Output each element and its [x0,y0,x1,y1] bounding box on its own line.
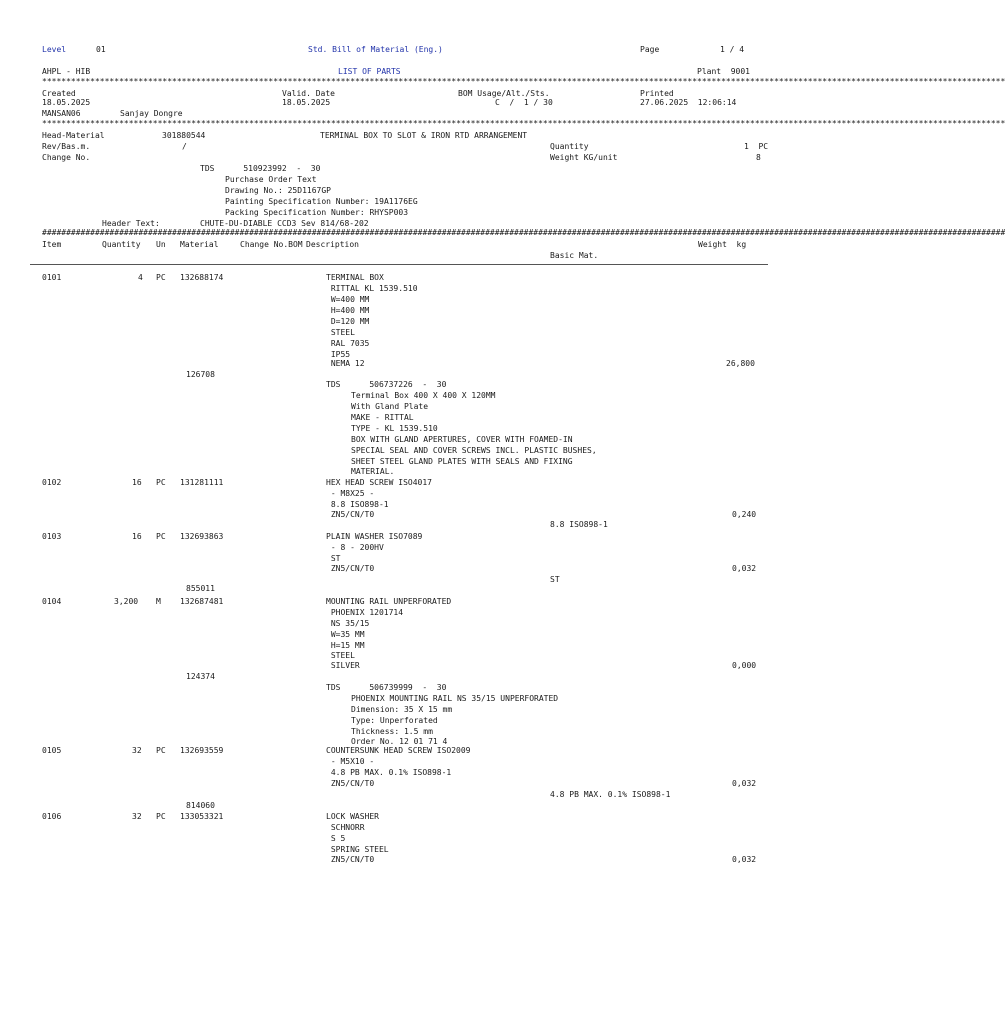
item-description: SCHNORR [326,823,365,832]
col-basic-mat: Basic Mat. [550,251,599,260]
item-sub-code: 124374 [186,672,215,681]
item-description: 8.8 ISO898-1 [326,500,389,509]
item-unit: M [156,597,161,606]
rev-value: / [182,142,187,151]
tds-line: TYPE - KL 1539.510 [351,424,438,433]
report-subtitle: LIST OF PARTS [338,67,401,76]
item-number: 0106 [42,812,62,821]
head-material-value: 301880544 [162,131,206,140]
tds-line: Order No. 12 01 71 4 [351,737,448,746]
col-weight: Weight kg [698,240,747,249]
item-material: 132688174 [180,273,224,282]
tds-line: BOX WITH GLAND APERTURES, COVER WITH FOAMED-IN [351,435,573,444]
created-user: MANSAN06 [42,109,81,118]
item-weight: 0,032 [732,779,757,788]
printed-value: 27.06.2025 12:06:14 [640,98,737,107]
item-tds: TDS 506737226 - 30 [326,380,447,389]
item-quantity: 4 [138,273,143,282]
separator-hashes: ######################################################################################################################################################################################################## [42,228,1005,237]
tds-line: Packing Specification Number: RHYSP003 [225,208,409,217]
tds-line: Dimension: 35 X 15 mm [351,705,453,714]
item-number: 0105 [42,746,62,755]
tds-line: Painting Specification Number: 19A1176EG [225,197,418,206]
item-quantity: 3,200 [114,597,139,606]
header-text-value: CHUTE-DU-DIABLE CCD3 Sev 814/68-202 [200,219,369,228]
item-description: - M8X25 - [326,489,375,498]
item-description: - 8 - 200HV [326,543,384,552]
item-description: STEEL [326,328,355,337]
item-number: 0104 [42,597,62,606]
item-description: RITTAL KL 1539.510 [326,284,418,293]
col-material: Material [180,240,219,249]
bom-usage-value: C / 1 / 30 [495,98,553,107]
item-description: MOUNTING RAIL UNPERFORATED [326,597,452,606]
rev-label: Rev/Bas.m. [42,142,91,151]
item-description: H=400 MM [326,306,370,315]
col-quantity: Quantity [102,240,141,249]
col-unit: Un [156,240,166,249]
created-name: Sanjay Dongre [120,109,183,118]
item-description: NS 35/15 [326,619,370,628]
tds-line: PHOENIX MOUNTING RAIL NS 35/15 UNPERFORATED [351,694,559,703]
item-description: PLAIN WASHER ISO7089 [326,532,423,541]
org-name: AHPL - HIB [42,67,91,76]
item-description: SILVER [326,661,360,670]
col-item: Item [42,240,62,249]
item-material: 133053321 [180,812,224,821]
head-material-label: Head-Material [42,131,105,140]
change-label: Change No. [42,153,91,162]
item-description: H=15 MM [326,641,365,650]
item-description: - M5X10 - [326,757,375,766]
tds-line: Terminal Box 400 X 400 X 120MM [351,391,496,400]
printed-label: Printed [640,89,674,98]
page-value: 1 / 4 [720,45,745,54]
item-basic-mat: 4.8 PB MAX. 0.1% ISO898-1 [550,790,671,799]
item-description: PHOENIX 1201714 [326,608,404,617]
col-change-bom: Change No.BOM [240,240,303,249]
item-description: ZN5/CN/T0 [326,564,375,573]
bom-usage-label: BOM Usage/Alt./Sts. [458,89,550,98]
tds-line: Thickness: 1.5 mm [351,727,433,736]
item-material: 131281111 [180,478,224,487]
item-description: ZN5/CN/T0 [326,779,375,788]
weight-value: 8 [756,153,761,162]
item-description: TERMINAL BOX [326,273,384,282]
level-label: Level [42,45,67,54]
item-description: ZN5/CN/T0 [326,510,375,519]
item-material: 132693863 [180,532,224,541]
report-title: Std. Bill of Material (Eng.) [308,45,443,54]
column-divider [30,264,768,265]
item-quantity: 32 [132,812,142,821]
item-unit: PC [156,273,166,282]
quantity-value: 1 PC [744,142,769,151]
item-description: STEEL [326,651,355,660]
item-description: W=35 MM [326,630,365,639]
valid-label: Valid. Date [282,89,335,98]
item-description: COUNTERSUNK HEAD SCREW ISO2009 [326,746,471,755]
item-description: LOCK WASHER [326,812,379,821]
header-text-label: Header Text: [102,219,160,228]
tds-line: Drawing No.: 25D1167GP [225,186,331,195]
head-material-desc: TERMINAL BOX TO SLOT & IRON RTD ARRANGEMENT [320,131,528,140]
item-weight: 0,000 [732,661,757,670]
item-description: S 5 [326,834,346,843]
item-unit: PC [156,478,166,487]
weight-label: Weight KG/unit [550,153,618,162]
tds-line: Purchase Order Text [225,175,317,184]
item-sub-code: 855011 [186,584,215,593]
quantity-label: Quantity [550,142,589,151]
item-tds: TDS 506739999 - 30 [326,683,447,692]
item-description: HEX HEAD SCREW ISO4017 [326,478,432,487]
item-description: NEMA 12 [326,359,365,368]
tds-line: MAKE - RITTAL [351,413,414,422]
item-unit: PC [156,746,166,755]
item-unit: PC [156,812,166,821]
valid-date: 18.05.2025 [282,98,331,107]
item-unit: PC [156,532,166,541]
item-sub-code: 814060 [186,801,215,810]
item-sub-code: 126708 [186,370,215,379]
level-value: 01 [96,45,106,54]
item-description: 4.8 PB MAX. 0.1% ISO898-1 [326,768,452,777]
item-description: ZN5/CN/T0 [326,855,375,864]
item-number: 0102 [42,478,62,487]
col-description: Description [306,240,359,249]
item-basic-mat: 8.8 ISO898-1 [550,520,608,529]
item-weight: 0,032 [732,855,757,864]
item-material: 132687481 [180,597,224,606]
tds-line: With Gland Plate [351,402,429,411]
item-quantity: 32 [132,746,142,755]
item-material: 132693559 [180,746,224,755]
separator-stars: ******************************************************************************************************************************************************************************************************** [42,77,1005,86]
tds-line: MATERIAL. [351,467,395,476]
item-weight: 0,032 [732,564,757,573]
item-weight: 26,800 [726,359,755,368]
item-quantity: 16 [132,478,142,487]
item-weight: 0,240 [732,510,757,519]
header-tds: TDS 510923992 - 30 [200,164,321,173]
tds-line: Type: Unperforated [351,716,438,725]
item-quantity: 16 [132,532,142,541]
item-description: IP55 [326,350,351,359]
tds-line: SPECIAL SEAL AND COVER SCREWS INCL. PLASTIC BUSHES, [351,446,597,455]
created-label: Created [42,89,76,98]
item-description: SPRING STEEL [326,845,389,854]
created-date: 18.05.2025 [42,98,91,107]
item-description: ST [326,554,341,563]
item-description: W=400 MM [326,295,370,304]
page-label: Page [640,45,660,54]
item-description: D=120 MM [326,317,370,326]
item-basic-mat: ST [550,575,560,584]
item-number: 0101 [42,273,62,282]
item-number: 0103 [42,532,62,541]
plant-label: Plant 9001 [697,67,750,76]
tds-line: SHEET STEEL GLAND PLATES WITH SEALS AND FIXING [351,457,573,466]
separator-stars: ******************************************************************************************************************************************************************************************************** [42,119,1005,128]
item-description: RAL 7035 [326,339,370,348]
